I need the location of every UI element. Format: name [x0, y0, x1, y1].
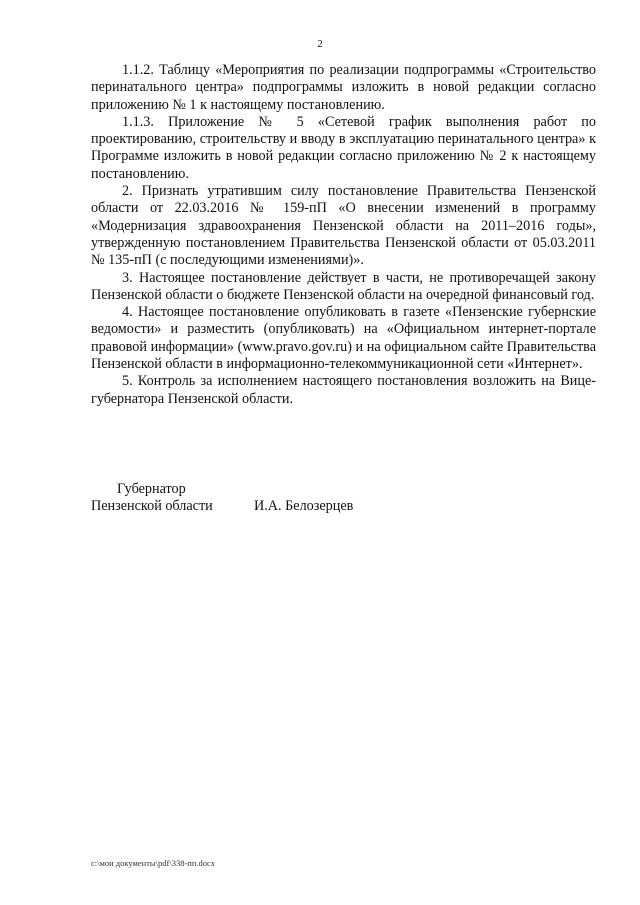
paragraph-1-1-2: 1.1.2. Таблицу «Мероприятия по реализации подпрограммы «Строительство перинатального центра» подпрограммы изложить в новой редакции согласно приложению № 1 к настоящему постановлению. — [91, 62, 596, 113]
paragraph-5: 5. Контроль за исполнением настоящего постановления возложить на Вице-губернатора Пензенской области. — [91, 373, 596, 407]
signatory-region: Пензенской области — [91, 498, 213, 514]
document-body — [91, 62, 596, 408]
signatory-name: И.А. Белозерцев — [254, 498, 354, 514]
signatory-title: Губернатор — [117, 481, 186, 497]
signature-block — [91, 481, 491, 521]
paragraph-3: 3. Настоящее постановление действует в части, не противоречащей закону Пензенской области о бюджете Пензенской области на очередной финансовый год. — [91, 269, 596, 303]
page-number: 2 — [317, 38, 323, 50]
paragraph-1-1-3: 1.1.3. Приложение № 5 «Сетевой график выполнения работ по проектированию, строительству и вводу в эксплуатацию перинатального центра» к Программе изложить в новой редакции согласно приложению № 2 к настоящему постановлению. — [91, 113, 596, 182]
paragraph-4: 4. Настоящее постановление опубликовать в газете «Пензенские губернские ведомости» и разместить (опубликовать) на «Официальном интернет-портале правовой информации» (www.pravo.gov.ru) и на официальном сайте Правительства Пензенской области в информационно-телекоммуникационной сети «Интернет». — [91, 304, 596, 373]
paragraph-2: 2. Признать утратившим силу постановление Правительства Пензенской области от 22.03.2016 № 159-пП «О внесении изменений в программу «Модернизация здравоохранения Пензенской области на 2011–2016 годы», утвержденную постановлением Правительства Пензенской области от 05.03.2011 № 135-пП (с последующими изменениями)». — [91, 183, 596, 269]
file-path-footer: c:\мои документы\pdf\338-пп.docx — [91, 858, 216, 868]
